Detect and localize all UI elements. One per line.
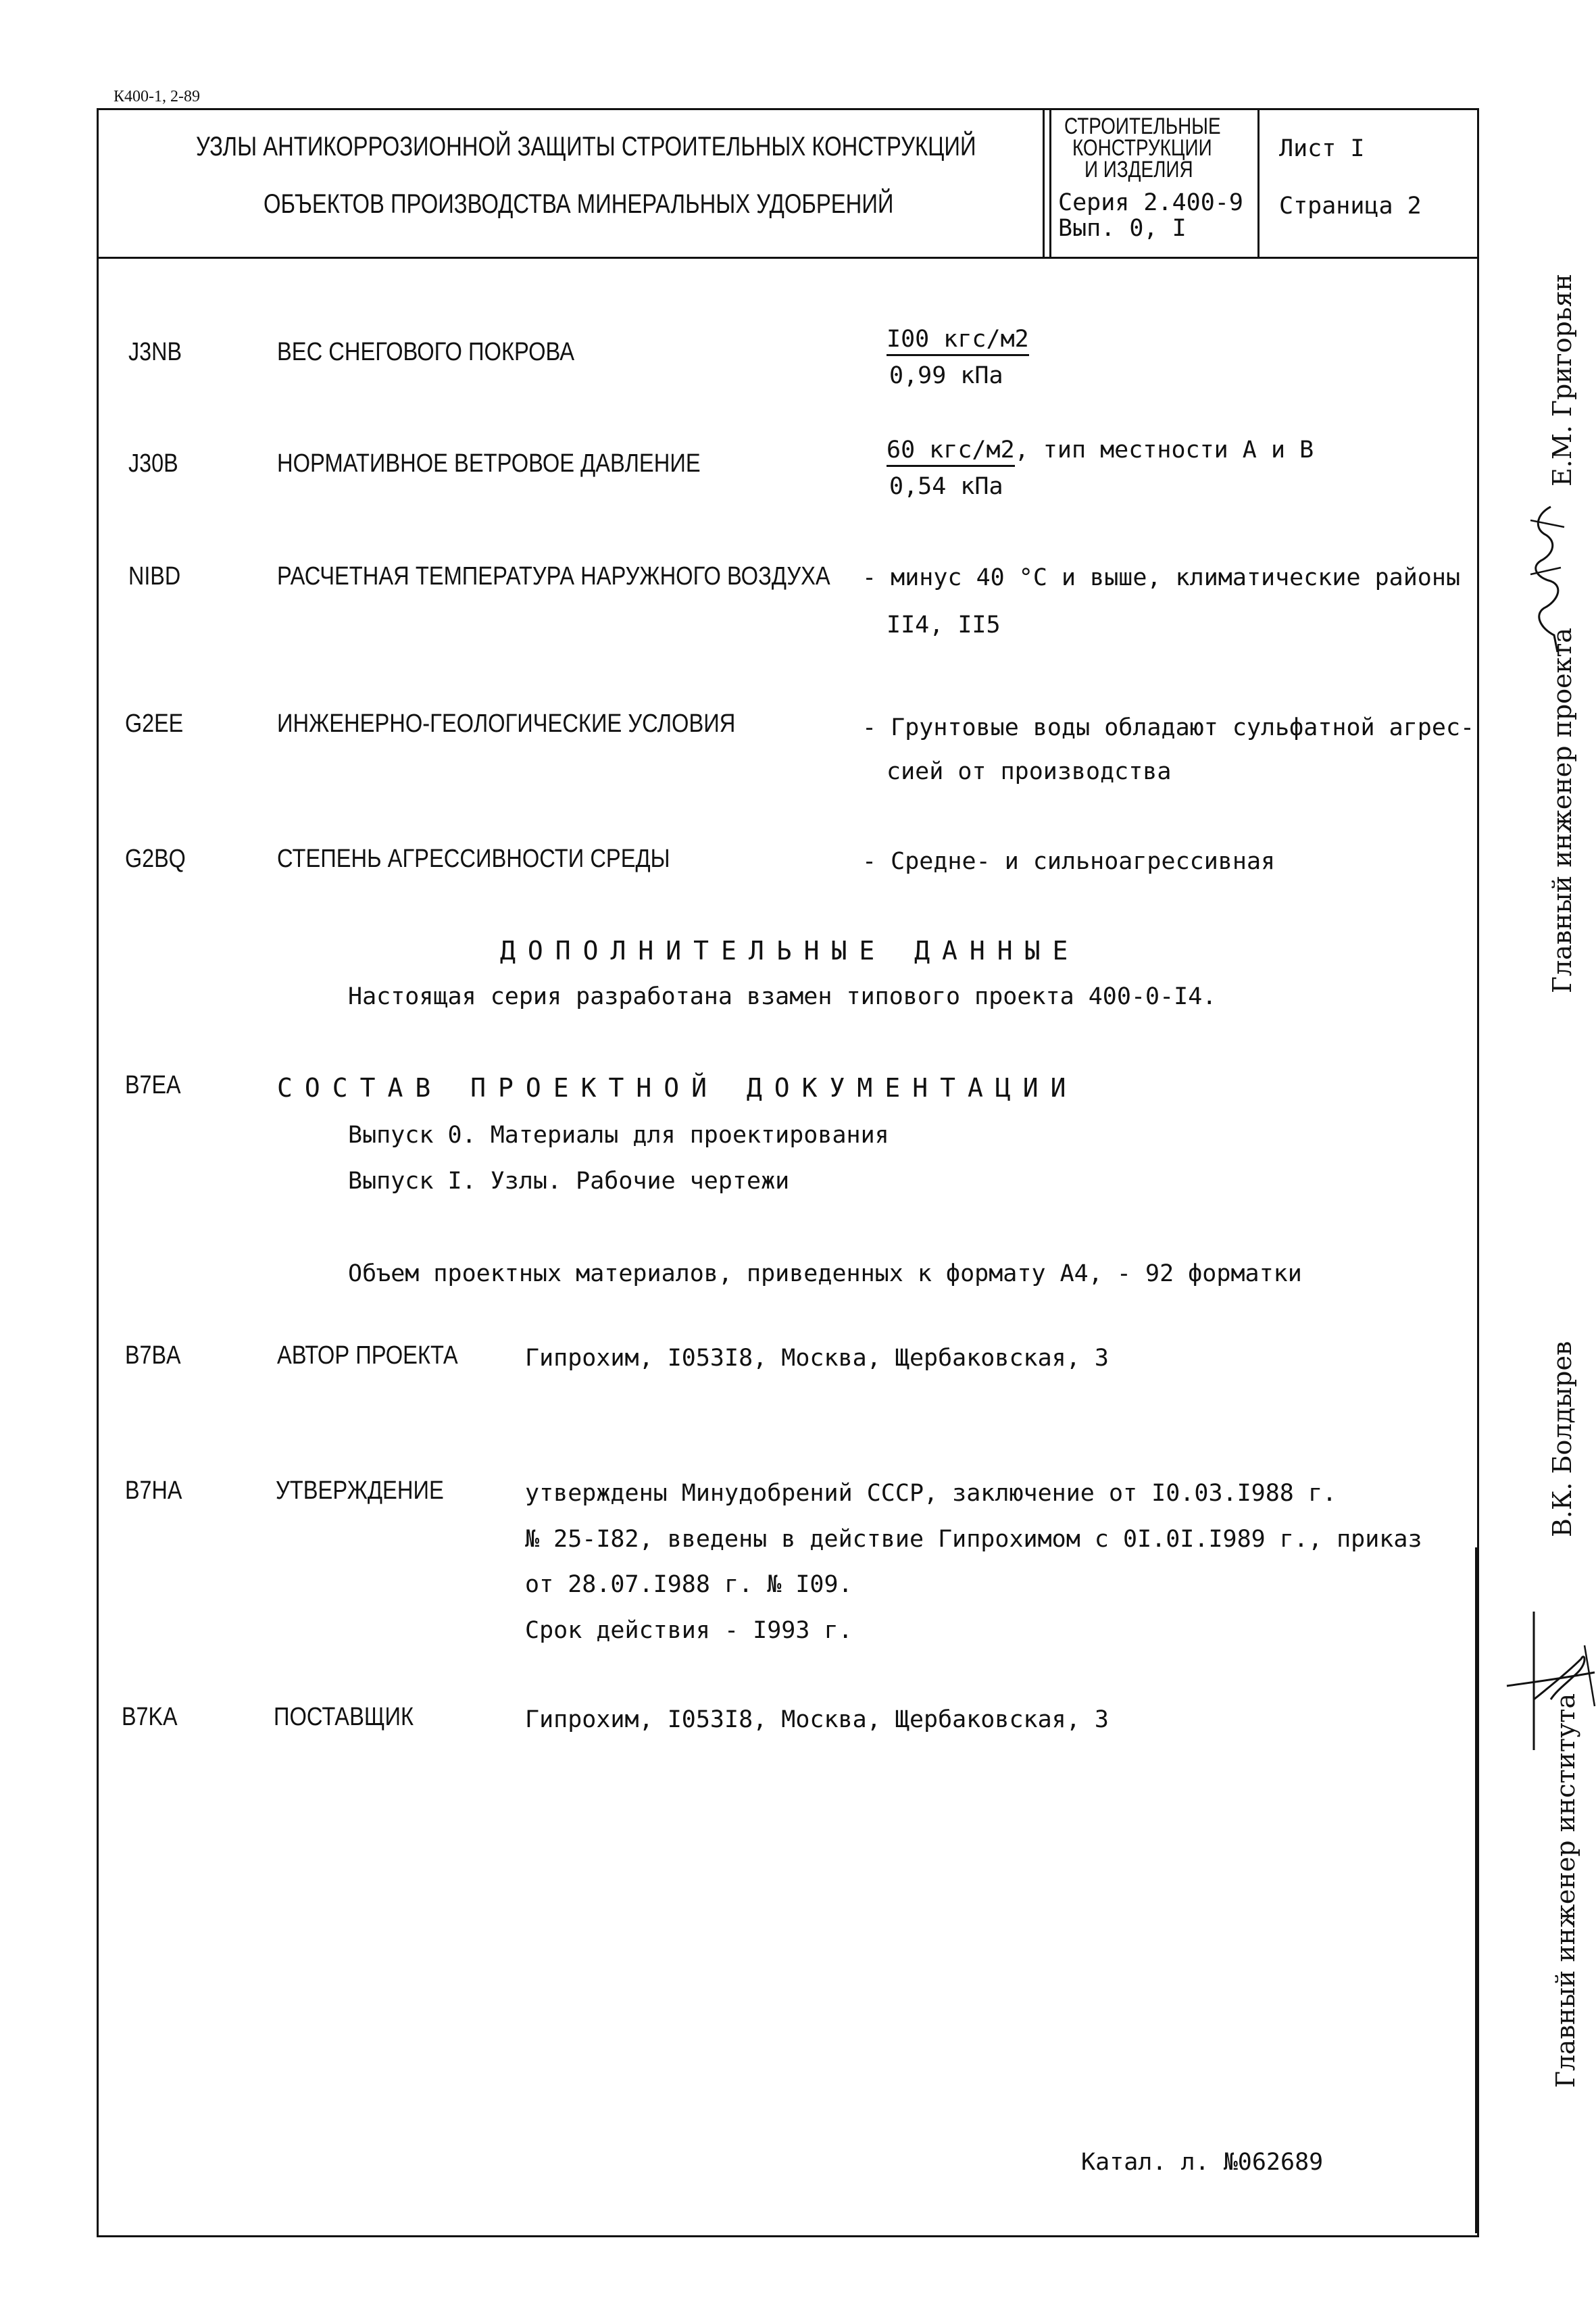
- header-divider: [97, 257, 1477, 259]
- param-value-line1: - Грунтовые воды обладают сульфатной агрес-: [862, 714, 1475, 741]
- param-code: J30B: [128, 449, 178, 478]
- param-fraction-den: 0,99 кПа: [889, 362, 1003, 389]
- approval-code: B7HA: [125, 1476, 182, 1505]
- supplier-label: ПОСТАВЩИК: [274, 1703, 414, 1731]
- approval-line: Срок действия - I993 г.: [525, 1617, 853, 1644]
- supplier-code: B7KA: [122, 1703, 178, 1731]
- additional-heading: ДОПОЛНИТЕЛЬНЫЕ ДАННЫЕ: [500, 936, 1080, 966]
- param-value-line1: - Средне- и сильноагрессивная: [862, 848, 1276, 875]
- header-col-divider-2: [1257, 108, 1260, 257]
- param-label: ВЕС СНЕГОВОГО ПОКРОВА: [277, 338, 575, 366]
- chief-engineer-project-name: Е.М. Григорьян: [1547, 274, 1577, 487]
- param-extra: , тип местности А и В: [1014, 437, 1314, 464]
- composition-volume: Объем проектных материалов, приведенных к формату А4, - 92 форматки: [348, 1260, 1302, 1287]
- catalog-number: Катал. л. №062689: [1081, 2149, 1324, 2176]
- author-label: АВТОР ПРОЕКТА: [277, 1341, 458, 1370]
- param-code: G2BQ: [125, 845, 186, 873]
- signature-institute: [1503, 1605, 1596, 1760]
- param-label: РАСЧЕТНАЯ ТЕМПЕРАТУРА НАРУЖНОГО ВОЗДУХА: [277, 562, 830, 591]
- header-page: Страница 2: [1279, 193, 1422, 220]
- param-label: ИНЖЕНЕРНО-ГЕОЛОГИЧЕСКИЕ УСЛОВИЯ: [277, 710, 736, 738]
- chief-engineer-institute-title: Главный инженер института: [1551, 1693, 1580, 2088]
- param-code: J3NB: [128, 338, 182, 366]
- header-title-line2: ОБЪЕКТОВ ПРОИЗВОДСТВА МИНЕРАЛЬНЫХ УДОБРЕНИЙ: [264, 189, 894, 219]
- param-code: G2EE: [125, 710, 184, 738]
- header-series: Серия 2.400-9: [1058, 189, 1243, 216]
- header-sheet: Лист I: [1279, 135, 1365, 162]
- param-label: НОРМАТИВНОЕ ВЕТРОВОЕ ДАВЛЕНИЕ: [277, 449, 701, 478]
- composition-code: B7EA: [125, 1071, 181, 1099]
- approval-line: от 28.07.I988 г. № I09.: [525, 1571, 853, 1598]
- chief-engineer-project-title: Главный инженер проекта: [1547, 627, 1577, 993]
- header-issue: Вып. 0, I: [1058, 215, 1187, 242]
- approval-line: утверждены Минудобрений СССР, заключение от I0.03.I988 г.: [525, 1480, 1337, 1507]
- header-col-divider-1: [1043, 108, 1045, 257]
- header-category-line3: И ИЗДЕЛИЯ: [1084, 157, 1193, 182]
- signature-project: [1517, 500, 1578, 655]
- chief-engineer-project: [1547, 628, 1577, 993]
- param-fraction-num: I00 кгс/м2: [887, 326, 1029, 356]
- header-category-line1: СТРОИТЕЛЬНЫЕ: [1064, 114, 1221, 139]
- chief-engineer-institute-name: В.К. Болдырев: [1547, 1341, 1577, 1537]
- param-label: СТЕПЕНЬ АГРЕССИВНОСТИ СРЕДЫ: [277, 845, 670, 873]
- composition-item: Выпуск I. Узлы. Рабочие чертежи: [348, 1168, 790, 1195]
- author-code: B7BA: [125, 1341, 181, 1370]
- doc-code: К400-1, 2-89: [114, 88, 200, 105]
- supplier-value: Гипрохим, I053I8, Москва, Щербаковская, 3: [525, 1706, 1109, 1733]
- author-value: Гипрохим, I053I8, Москва, Щербаковская, 3: [525, 1345, 1109, 1372]
- side-divider: [1475, 1547, 1477, 2233]
- approval-line: № 25-I82, введены в действие Гипрохимом с 0I.0I.I989 г., приказ: [525, 1526, 1422, 1553]
- header-category-line2: КОНСТРУКЦИИ: [1072, 135, 1212, 161]
- param-value-line2: сией от производства: [887, 758, 1172, 785]
- composition-heading: СОСТАВ ПРОЕКТНОЙ ДОКУМЕНТАЦИИ: [277, 1073, 1078, 1103]
- param-fraction-num: 60 кгс/м2, тип местности А и В: [887, 437, 1314, 467]
- header-title-line1: УЗЛЫ АНТИКОРРОЗИОННОЙ ЗАЩИТЫ СТРОИТЕЛЬНЫХ КОНСТРУКЦИЙ: [196, 132, 976, 161]
- param-value-line2: II4, II5: [887, 612, 1001, 639]
- additional-text: Настоящая серия разработана взамен типового проекта 400-0-I4.: [348, 983, 1217, 1010]
- param-fraction-den: 0,54 кПа: [889, 473, 1003, 500]
- composition-item: Выпуск 0. Материалы для проектирования: [348, 1122, 889, 1149]
- param-value-line1: - минус 40 °С и выше, климатические районы: [862, 564, 1461, 591]
- approval-label: УТВЕРЖДЕНИЕ: [276, 1476, 444, 1505]
- header-col-divider-1b: [1049, 108, 1051, 257]
- param-code: NIBD: [128, 562, 181, 591]
